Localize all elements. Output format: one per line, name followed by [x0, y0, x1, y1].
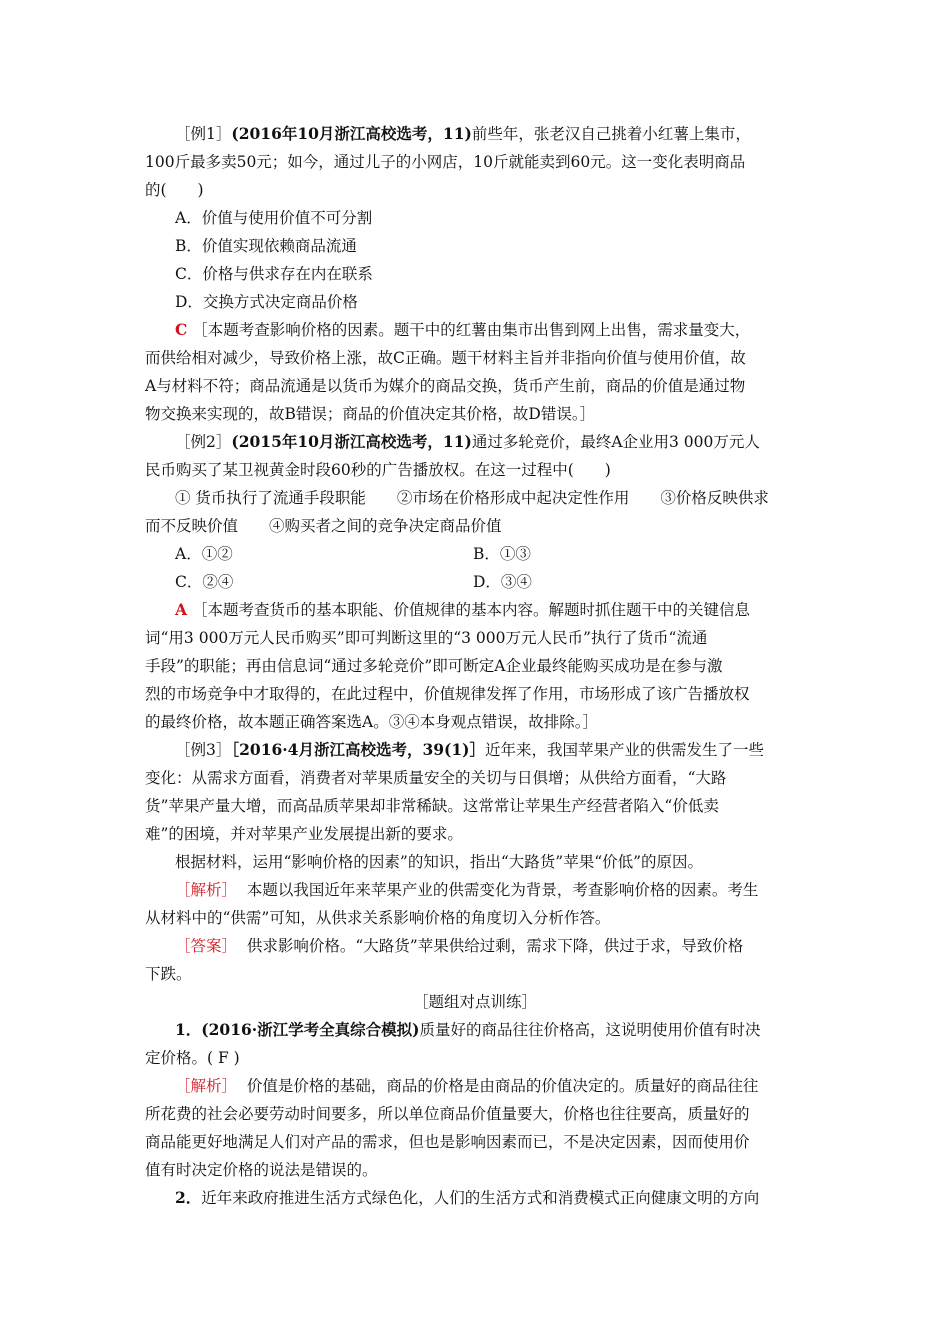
- question-2-first-line: [175, 1188, 759, 1208]
- example-2-answer-line-5: 的最终价格，故本题正确答案选A。③④本身观点错误，故排除。］: [145, 713, 598, 731]
- example-1-label: ［例1］: [175, 125, 232, 143]
- example-3-question: 根据材料，运用“影响价格的因素”的知识，指出“大路货”苹果“价低”的原因。: [175, 853, 704, 871]
- question-1-line-2: 定价格。( F ): [145, 1049, 240, 1067]
- example-1-option-d: D．交换方式决定商品价格: [175, 293, 358, 311]
- example-2-answer-line-1: [175, 600, 750, 620]
- example-1-answer-line-3: A与材料不符；商品流通是以货币为媒介的商品交换，货币产生前，商品的价值是通过物: [145, 377, 746, 395]
- example-2-option-d: D．③④: [473, 573, 532, 591]
- question-1-analysis-line-3: 商品能更好地满足人们对产品的需求，但也是影响因素而已，不是决定因素，因而使用价: [145, 1133, 750, 1151]
- question-1-source: (2016·浙江学考全真综合模拟): [201, 1020, 420, 1039]
- example-3-answer-line-2: 下跌。: [145, 965, 192, 983]
- example-3-answer-line-1: [175, 936, 743, 956]
- example-2-option-c: C．②④: [175, 573, 234, 591]
- example-1-answer-letter: C: [175, 320, 188, 339]
- question-1-number: 1．: [175, 1020, 202, 1039]
- example-3-source: ［2016·4月浙江高校选考，39(1)］: [231, 740, 485, 759]
- example-1-source: (2016年10月浙江高校选考，11): [231, 124, 472, 143]
- example-2-source: (2015年10月浙江高校选考，11): [231, 432, 472, 451]
- example-2-line-2: 民币购买了某卫视黄金时段60秒的广告播放权。在这一过程中( ): [145, 461, 611, 479]
- example-2-option-b: B．①③: [473, 545, 531, 563]
- example-1-text: 前些年，张老汉自己挑着小红薯上集市，: [471, 125, 751, 143]
- example-2-answer-line-3: 手段”的职能；再由信息词“通过多轮竞价”即可断定A企业最终能购买成功是在参与激: [145, 657, 723, 675]
- example-2-answer-text: ［本题考查货币的基本职能、价值规律的基本内容。解题时抓住题干中的关键信息: [191, 601, 750, 619]
- example-3-analysis-line-1: [175, 880, 758, 900]
- example-3-analysis-label: ［解析］: [175, 881, 238, 899]
- example-3-text: 近年来，我国苹果产业的供需发生了一些: [484, 741, 764, 759]
- example-3-answer-text: 供求影响价格。“大路货”苹果供给过剩，需求下降，供过于求，导致价格: [246, 937, 744, 955]
- example-1-option-b: B．价值实现依赖商品流通: [175, 237, 357, 255]
- example-3-analysis-line-2: 从材料中的“供需”可知，从供求关系影响价格的角度切入分析作答。: [145, 909, 611, 927]
- example-2-text: 通过多轮竞价，最终A企业用3 000万元人: [471, 433, 760, 451]
- example-1-line-2: 100斤最多卖50元；如今，通过儿子的小网店，10斤就能卖到60元。这一变化表明商品: [145, 153, 746, 171]
- example-2-answer-line-2: 词“用3 000万元人民币购买”即可判断这里的“3 000万元人民币”执行了货币“流通: [145, 629, 708, 647]
- example-1-answer-line-2: 而供给相对减少，导致价格上涨，故C正确。题干材料主旨并非指向价值与使用价值，故: [145, 349, 746, 367]
- question-1-analysis-text: 价值是价格的基础，商品的价格是由商品的价值决定的。质量好的商品往往: [246, 1077, 759, 1095]
- example-1-first-line: [175, 124, 751, 144]
- question-2-text: 近年来政府推进生活方式绿色化，人们的生活方式和消费模式正向健康文明的方向: [201, 1189, 760, 1207]
- example-2-answer-line-4: 烈的市场竞争中才取得的，在此过程中，价值规律发挥了作用，市场形成了该广告播放权: [145, 685, 750, 703]
- example-1-line-3: 的( ): [145, 181, 204, 199]
- example-3-line-4: 难”的困境，并对苹果产业发展提出新的要求。: [145, 825, 463, 843]
- example-3-label: ［例3］: [175, 741, 232, 759]
- example-3-line-2: 变化：从需求方面看，消费者对苹果质量安全的关切与日俱增；从供给方面看，“大路: [145, 769, 727, 787]
- example-1-option-a: A．价值与使用价值不可分割: [175, 209, 373, 227]
- question-1-analysis-line-2: 所花费的社会必要劳动时间要多，所以单位商品价值量要大，价格也往往要高，质量好的: [145, 1105, 750, 1123]
- section-title: ［题组对点训练］: [412, 993, 537, 1011]
- example-3-answer-label: ［答案］: [175, 937, 238, 955]
- example-2-statements-1: ① 货币执行了流通手段职能 ②市场在价格形成中起决定性作用 ③价格反映供求: [175, 489, 769, 507]
- example-1-answer-line-1: [175, 320, 750, 340]
- question-1-first-line: [175, 1020, 761, 1040]
- example-1-option-c: C．价格与供求存在内在联系: [175, 265, 373, 283]
- example-2-statements-2: 而不反映价值 ④购买者之间的竞争决定商品价值: [145, 517, 502, 535]
- example-1-answer-line-4: 物交换来实现的，故B错误；商品的价值决定其价格，故D错误。］: [145, 405, 596, 423]
- example-3-first-line: [175, 740, 764, 760]
- question-2-number: 2．: [175, 1188, 202, 1207]
- example-2-first-line: [175, 432, 760, 452]
- example-1-answer-text: ［本题考查影响价格的因素。题干中的红薯由集市出售到网上出售，需求量变大，: [192, 321, 751, 339]
- question-1-analysis-label: ［解析］: [175, 1077, 238, 1095]
- example-3-line-3: 货”苹果产量大增，而高品质苹果却非常稀缺。这常常让苹果生产经营者陷入“价低卖: [145, 797, 719, 815]
- question-1-analysis-line-4: 值有时决定价格的说法是错误的。: [145, 1161, 378, 1179]
- example-2-label: ［例2］: [175, 433, 232, 451]
- question-1-analysis-line-1: [175, 1076, 758, 1096]
- example-2-option-a: A．①②: [175, 545, 233, 563]
- example-3-analysis-text: 本题以我国近年来苹果产业的供需变化为背景，考查影响价格的因素。考生: [246, 881, 759, 899]
- example-2-answer-letter: A: [175, 600, 188, 619]
- question-1-text: 质量好的商品往往价格高，这说明使用价值有时决: [419, 1021, 761, 1039]
